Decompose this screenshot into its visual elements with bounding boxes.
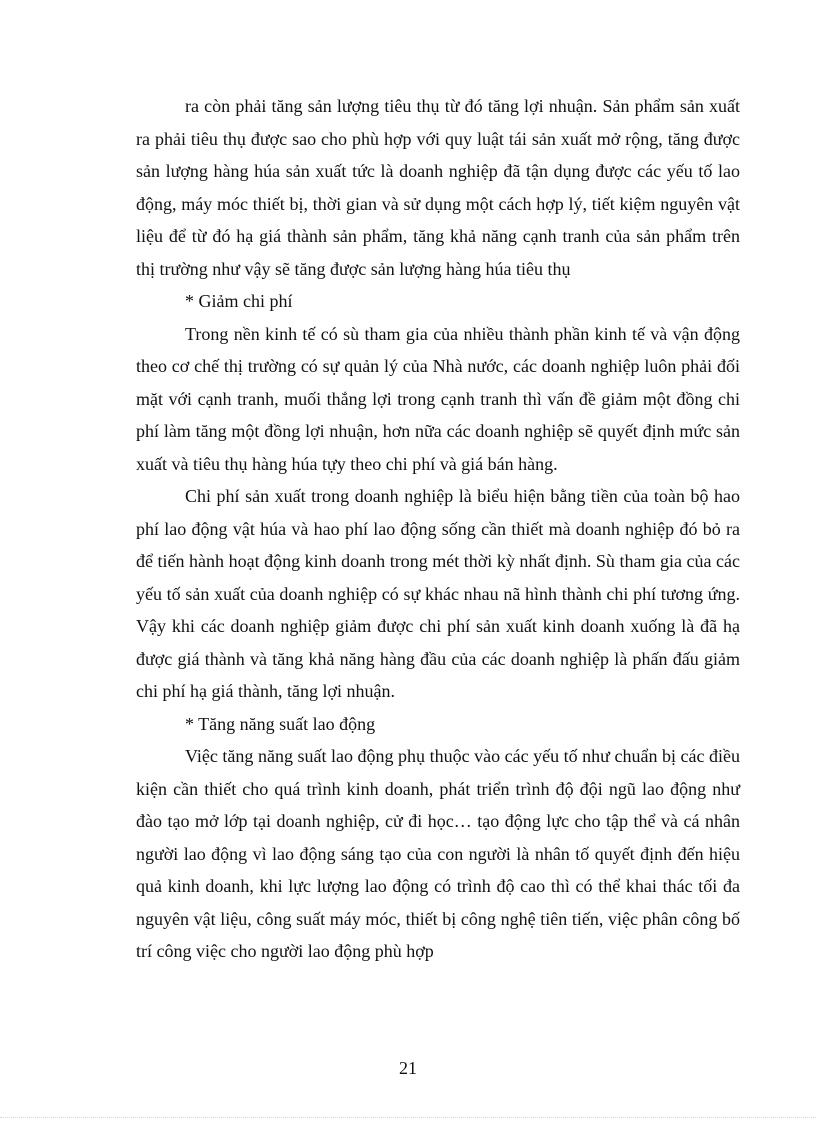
paragraph-market-competition: Trong nền kinh tế có sù tham gia của nhiều thành phần kinh tế và vận động theo cơ chế thị trường có sự quản lý của Nhà nước, các doanh nghiệp luôn phải đối mặt với cạnh tranh, muối thắng lợi trong cạnh tranh thì vấn đề giảm một đồng chi phí làm tăng một đồng lợi nhuận, hơn nữa các doanh nghiệp sẽ quyết định mức sản xuất và tiêu thụ hàng húa tựy theo chi phí và giá bán hàng. <box>136 323 740 474</box>
document-page <box>136 90 740 968</box>
page-number: 21 <box>399 1058 417 1078</box>
section-heading-reduce-costs: * Giảm chi phí <box>185 291 293 311</box>
paragraph-sales-volume: ra còn phải tăng sản lượng tiêu thụ từ đó tăng lợi nhuận. Sản phẩm sản xuất ra phải tiêu thụ được sao cho phù hợp với quy luật tái sản xuất mở rộng, tăng được sản lượng hàng húa sản xuất tức là doanh nghiệp đã tận dụng được các yếu tố lao động, máy móc thiết bị, thời gian và sử dụng một cách hợp lý, tiết kiệm nguyên vật liệu để từ đó hạ giá thành sản phẩm, tăng khả năng cạnh tranh của sản phẩm trên thị trường như vậy sẽ tăng được sản lượng hàng húa tiêu thụ <box>136 96 740 279</box>
paragraph-production-costs: Chi phí sản xuất trong doanh nghiệp là biểu hiện bằng tiền của toàn bộ hao phí lao động vật húa và hao phí lao động sống cần thiết mà doanh nghiệp đó bỏ ra để tiến hành hoạt động kinh doanh trong mét thời kỳ nhất định. Sù tham gia của các yếu tố sản xuất của doanh nghiệp có sự khác nhau nã hình thành chi phí tương ứng. Vậy khi các doanh nghiệp giảm được chi phí sản xuất kinh doanh xuống là đã hạ được giá thành và tăng khả năng hàng đầu của các doanh nghiệp là phấn đấu giảm chi phí hạ giá thành, tăng lợi nhuận. <box>136 486 740 701</box>
paragraph-labor-productivity: Việc tăng năng suất lao động phụ thuộc vào các yếu tố như chuẩn bị các điều kiện cần thiết cho quá trình kinh doanh, phát triển trình độ đội ngũ lao động như đào tạo mở lớp tại doanh nghiệp, cử đi học… tạo động lực cho tập thể và cá nhân người lao động vì lao động sáng tạo của con người là nhân tố quyết định đến hiệu quả kinh doanh, khi lực lượng lao động có trình độ cao thì có thể khai thác tối đa nguyên vật liệu, công suất máy móc, thiết bị công nghệ tiên tiến, việc phân công bố trí công việc cho người lao động phù hợp <box>136 746 740 961</box>
section-heading-labor-productivity: * Tăng năng suất lao động <box>185 713 376 734</box>
page-bottom-divider <box>0 1117 816 1118</box>
